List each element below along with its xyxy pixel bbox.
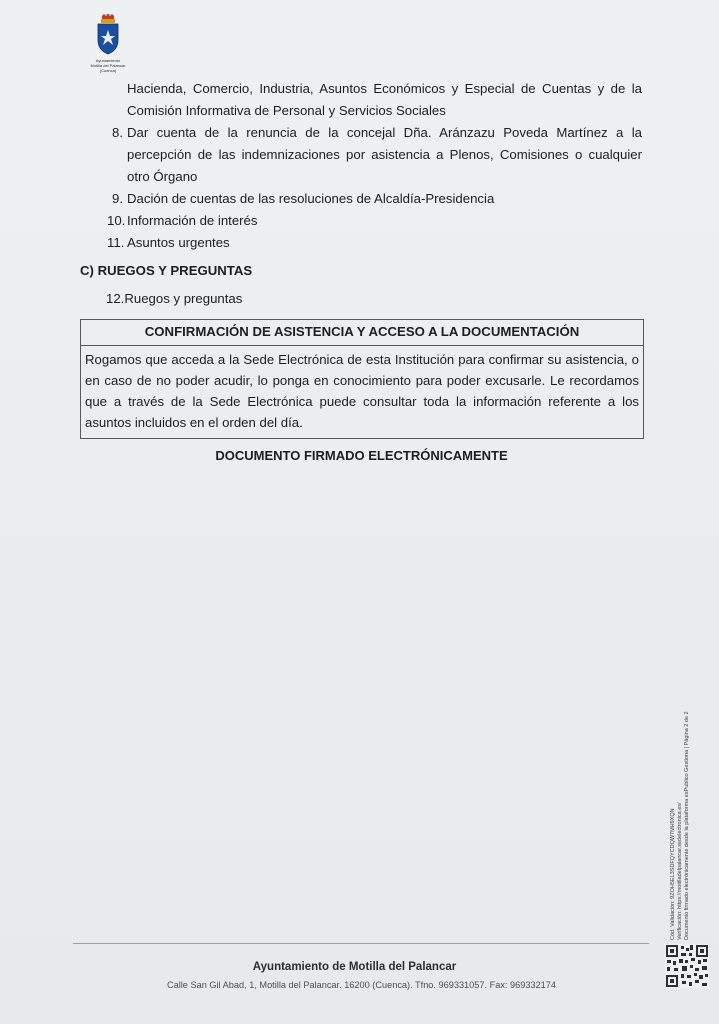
agenda-item	[80, 122, 642, 188]
section-title: C) RUEGOS Y PREGUNTAS	[80, 263, 253, 278]
agenda-item-text: Información de interés	[127, 213, 258, 228]
signature-platform-note: Documento firmado electrónicamente desde la plataforma esPublico Gestiona | Página 2 de 2	[684, 711, 690, 940]
agenda-body	[80, 78, 642, 310]
agenda-item-text: Dar cuenta de la renuncia de la concejal Dña. Aránzazu Poveda Martínez a la percepción de las indemnizaciones por asistencia a Plenos, Comisiones o cualquier otro Órgano	[127, 125, 642, 184]
coat-of-arms-icon	[93, 14, 123, 58]
agenda-item	[80, 232, 642, 254]
notice-text: Rogamos que acceda a la Sede Electrónica de esta Institución para confirmar su asistencia, o en caso de no poder acudir, lo ponga en conocimiento para poder excusarle. Le recordamos que a través de la Sede Electrónica puede consultar toda la información referente a los asuntos incluidos en el orden del día.	[85, 352, 639, 430]
agenda-item: 12.Ruegos y preguntas	[106, 291, 243, 306]
signed-text: DOCUMENTO FIRMADO ELECTRÓNICAMENTE	[215, 448, 508, 463]
municipal-logo	[86, 14, 130, 73]
logo-line-3: (Cuenca)	[99, 68, 117, 73]
agenda-item-number: 10.	[107, 213, 126, 228]
validation-code: Cód. Validación: 9ZOH5EL3SDFQYCDQW7MH9XQN	[670, 808, 676, 940]
agenda-item-number: 8.	[112, 125, 123, 140]
agenda-item-text: Dación de cuentas de las resoluciones de Alcaldía-Presidencia	[127, 191, 495, 206]
agenda-item-text: Asuntos urgentes	[127, 235, 230, 250]
footer-address	[0, 980, 719, 990]
agenda-item-number: 9.	[112, 191, 123, 206]
agenda-item	[80, 188, 642, 210]
agenda-item-number: 11.	[107, 235, 125, 250]
verification-url[interactable]: Verificación: https://motilladelpalancar.sedelectronica.es/	[677, 802, 683, 940]
attendance-notice-box	[80, 319, 644, 439]
footer-title-text: Ayuntamiento de Motilla del Palancar	[252, 961, 457, 973]
logo-line-1: Ayuntamiento	[95, 58, 121, 63]
signed-notice	[0, 448, 719, 463]
footer-divider	[73, 943, 649, 944]
notice-title: CONFIRMACIÓN DE ASISTENCIA Y ACCESO A LA DOCUMENTACIÓN	[81, 320, 643, 346]
footer-address-text: Calle San Gil Abad, 1, Motilla del Palancar. 16200 (Cuenca). Tfno. 969331057. Fax: 969332174	[166, 980, 557, 990]
agenda-continuation: Hacienda, Comercio, Industria, Asuntos Económicos y Especial de Cuentas y de la Comisión Informativa de Personal y Servicios Sociales	[127, 81, 642, 118]
validation-side-text	[670, 620, 716, 940]
logo-line-2: Motilla del Palancar	[90, 63, 126, 68]
agenda-item	[80, 210, 642, 232]
footer-title	[0, 961, 719, 973]
